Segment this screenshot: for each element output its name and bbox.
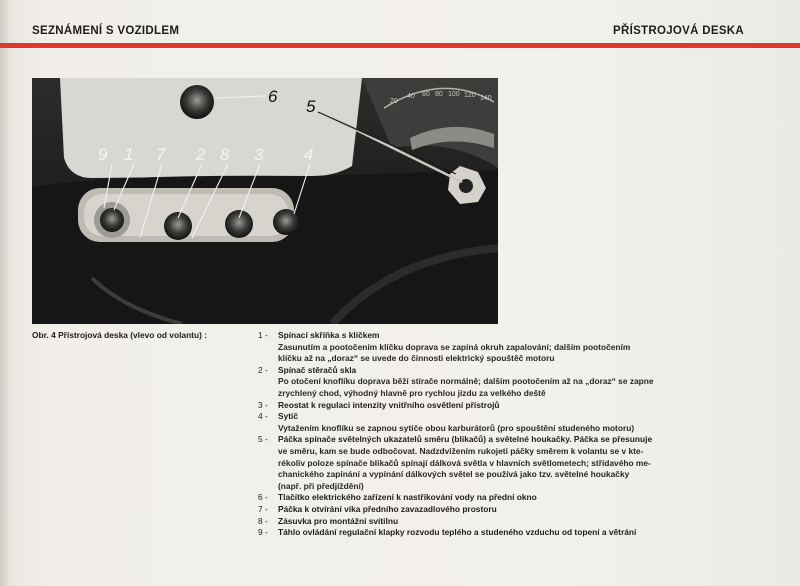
- item-desc-line: (např. při předjíždění): [278, 480, 364, 491]
- item-desc-line: rékoliv poloze spínače blikačů spínají dálková světla v hlavních světlometech; střídavého me-: [278, 457, 651, 468]
- item-title: Sytič: [278, 411, 299, 422]
- washer-button: [180, 85, 214, 119]
- spine-shadow: [0, 0, 10, 586]
- callout-label: 4: [304, 145, 314, 164]
- callout-label: 9: [98, 145, 108, 164]
- wiper-knob: [164, 212, 192, 240]
- heater-knob: [100, 208, 124, 232]
- callout-label: 5: [306, 97, 316, 116]
- item-title: Páčka k otvírání víka předního zavazadlového prostoru: [278, 503, 497, 514]
- item-desc-line: ve směru, kam se bude odbočovat. Nadzdvižením rukojeti páčky směrem k volantu se v kte-: [278, 445, 644, 456]
- dashboard-photo: [32, 78, 498, 324]
- dashboard-illustration: [32, 78, 498, 324]
- legend-item: [258, 400, 758, 412]
- item-number: 5 -: [258, 434, 268, 445]
- item-number: 6 -: [258, 492, 268, 503]
- choke-knob: [273, 209, 299, 235]
- item-title: Táhlo ovládání regulační klapky rozvodu teplého a studeného vzduchu od topení a větrání: [278, 527, 637, 538]
- callout-label: 6: [268, 87, 278, 106]
- section-title: SEZNÁMENÍ S VOZIDLEM: [32, 25, 180, 37]
- legend-item: [258, 411, 758, 434]
- item-number: 3 -: [258, 399, 268, 410]
- item-desc-line: klíčku až na „doraz“ se uvede do činnosti elektrický spouštěč motoru: [278, 353, 555, 364]
- item-desc-line: zrychlený chod, výhodný hlavně pro rychlou jízdu za velkého deště: [278, 387, 546, 398]
- item-number: 1 -: [258, 330, 268, 340]
- figure-caption: Obr. 4 Přístrojová deska (vlevo od volantu) :: [32, 330, 207, 340]
- legend-item: [258, 330, 758, 365]
- speed-tick: 60: [422, 91, 430, 98]
- item-title: Tlačítko elektrického zařízení k nastřikování vody na přední okno: [278, 492, 537, 503]
- item-number: 4 -: [258, 411, 268, 422]
- item-number: 8 -: [258, 515, 268, 526]
- item-number: 2 -: [258, 364, 268, 375]
- speed-tick: 100: [448, 91, 460, 98]
- callout-label: 3: [254, 145, 264, 164]
- speed-tick: 120: [464, 92, 476, 99]
- legend-item: [258, 434, 758, 492]
- legend-item: [258, 516, 758, 528]
- item-number: 9 -: [258, 527, 268, 538]
- item-desc-line: Po otočení knoflíku doprava běží stírače normálně; dalším pootočením až na „doraz“ se zapne: [278, 376, 654, 387]
- speed-tick: 20: [390, 98, 398, 105]
- callout-label: 7: [156, 145, 166, 164]
- item-title: Spínací skříňka s klíčkem: [278, 330, 380, 340]
- item-title: Reostat k regulaci intenzity vnitřního osvětlení přístrojů: [278, 399, 500, 410]
- legend-item: [258, 492, 758, 504]
- callout-label: 2: [196, 145, 206, 164]
- callout-label: 1: [124, 145, 134, 164]
- speed-tick: 40: [407, 93, 415, 100]
- legend-item: [258, 365, 758, 400]
- item-number: 7 -: [258, 503, 268, 514]
- legend-item: [258, 504, 758, 516]
- callout-label: 8: [220, 145, 230, 164]
- item-desc-line: chanického zapínání a vypínání dálkových světel se používá jako tzv. světelné houkačky: [278, 469, 630, 480]
- legend-list: [258, 330, 758, 539]
- legend-item: [258, 527, 758, 539]
- rheostat-knob: [225, 210, 253, 238]
- item-desc-line: Zasunutím a pootočením klíčku doprava se zapíná okruh zapalování; dalším pootočením: [278, 341, 631, 352]
- item-title: Páčka spínače světelných ukazatelů směru (blikačů) a světelné houkačky. Páčka se přesunuje: [278, 434, 653, 445]
- speed-tick: 140: [480, 95, 492, 102]
- item-title: Zásuvka pro montážní svítilnu: [278, 515, 399, 526]
- speed-tick: 80: [435, 91, 443, 98]
- item-desc-line: Vytažením knoflíku se zapnou sytiče obou karburátorů (pro spouštění studeného motoru): [278, 422, 635, 433]
- header-red-rule: [0, 43, 800, 48]
- chapter-title: PŘÍSTROJOVÁ DESKA: [613, 25, 744, 37]
- item-title: Spínač stěračů skla: [278, 364, 357, 375]
